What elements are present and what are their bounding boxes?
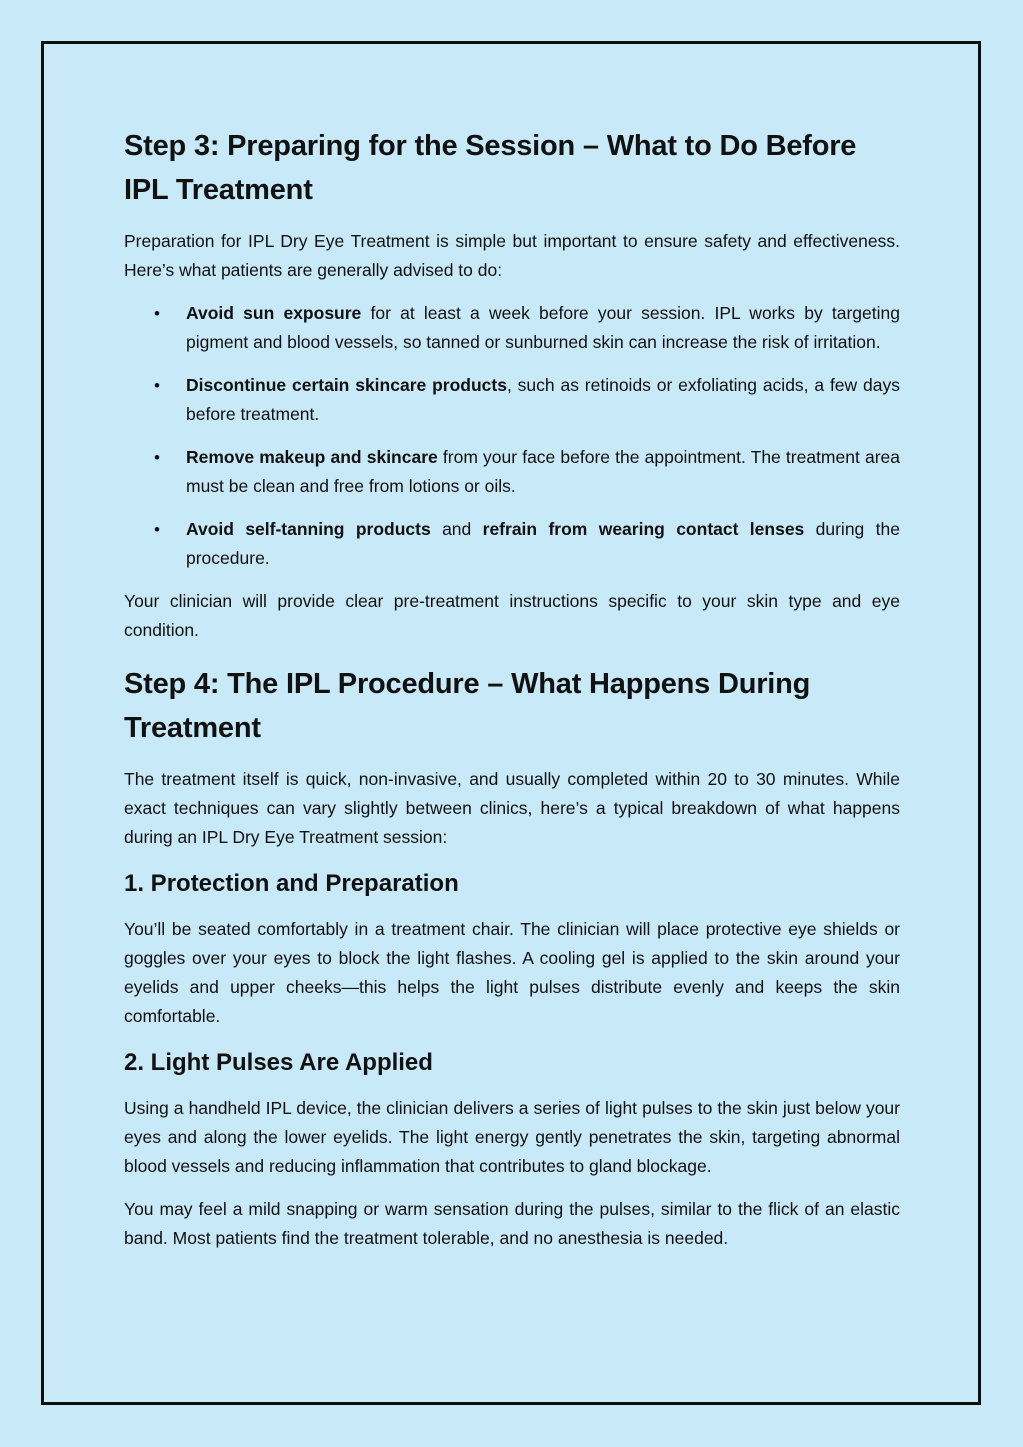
bullet-icon: • (154, 304, 160, 323)
substep2-body-2: You may feel a mild snapping or warm sensation during the pulses, similar to the flick of an elastic band. Most patients find the treatment tolerable, and no anesthesia is needed. (124, 1199, 900, 1248)
step3-intro: Preparation for IPL Dry Eye Treatment is simple but important to ensure safety and effectiveness. Here’s what patients are generally advised to do: (124, 231, 900, 280)
bullet-icon: • (154, 520, 160, 539)
bullet-item (124, 371, 900, 429)
bullet-item (124, 443, 900, 501)
step4-intro: The treatment itself is quick, non-invasive, and usually completed within 20 to 30 minutes. While exact techniques can vary slightly between clinics, here’s a typical breakdown of what happens during an IPL Dry Eye Treatment session: (124, 769, 900, 847)
bullet-item (124, 299, 900, 357)
page-frame (41, 41, 981, 1405)
step3-bullet-list (124, 299, 900, 573)
bullet-bold: Remove makeup and skincare (186, 447, 438, 467)
bullet-text: for at least a week before your session. IPL works by targeting pigment and blood vessels, so tanned or sunburned skin can increase the risk of irritation. (186, 303, 900, 352)
step3-heading: Step 3: Preparing for the Session – What to Do Before IPL Treatment (124, 130, 857, 206)
substep1-heading: 1. Protection and Preparation (124, 870, 459, 897)
document-body (124, 124, 900, 1253)
bullet-bold: Avoid self-tanning products (186, 519, 431, 539)
bullet-bold: refrain from wearing contact lenses (482, 519, 805, 539)
bullet-icon: • (154, 376, 160, 395)
bullet-icon: • (154, 448, 160, 467)
bullet-text: during the procedure. (186, 519, 900, 568)
step4-heading: Step 4: The IPL Procedure – What Happens During Treatment (124, 668, 811, 744)
bullet-text: , such as retinoids or exfoliating acids, a few days before treatment. (186, 375, 900, 424)
bullet-bold: Discontinue certain skincare products (186, 375, 507, 395)
bullet-item (124, 515, 900, 573)
substep2-heading: 2. Light Pulses Are Applied (124, 1049, 433, 1076)
substep2-body: Using a handheld IPL device, the clinician delivers a series of light pulses to the skin just below your eyes and along the lower eyelids. The light energy gently penetrates the skin, targeting abnormal blood vessels and reducing inflammation that contributes to gland blockage. (124, 1098, 900, 1176)
bullet-bold: Avoid sun exposure (186, 303, 362, 323)
bullet-text: and (430, 519, 483, 539)
step3-closing: Your clinician will provide clear pre-treatment instructions specific to your skin type and eye condition. (124, 591, 900, 640)
substep1-body: You’ll be seated comfortably in a treatment chair. The clinician will place protective eye shields or goggles over your eyes to block the light flashes. A cooling gel is applied to the skin around your eyelids and upper cheeks—this helps the light pulses distribute evenly and keeps the skin comfortable. (124, 919, 900, 1026)
bullet-text: from your face before the appointment. The treatment area must be clean and free from lotions or oils. (186, 447, 900, 496)
